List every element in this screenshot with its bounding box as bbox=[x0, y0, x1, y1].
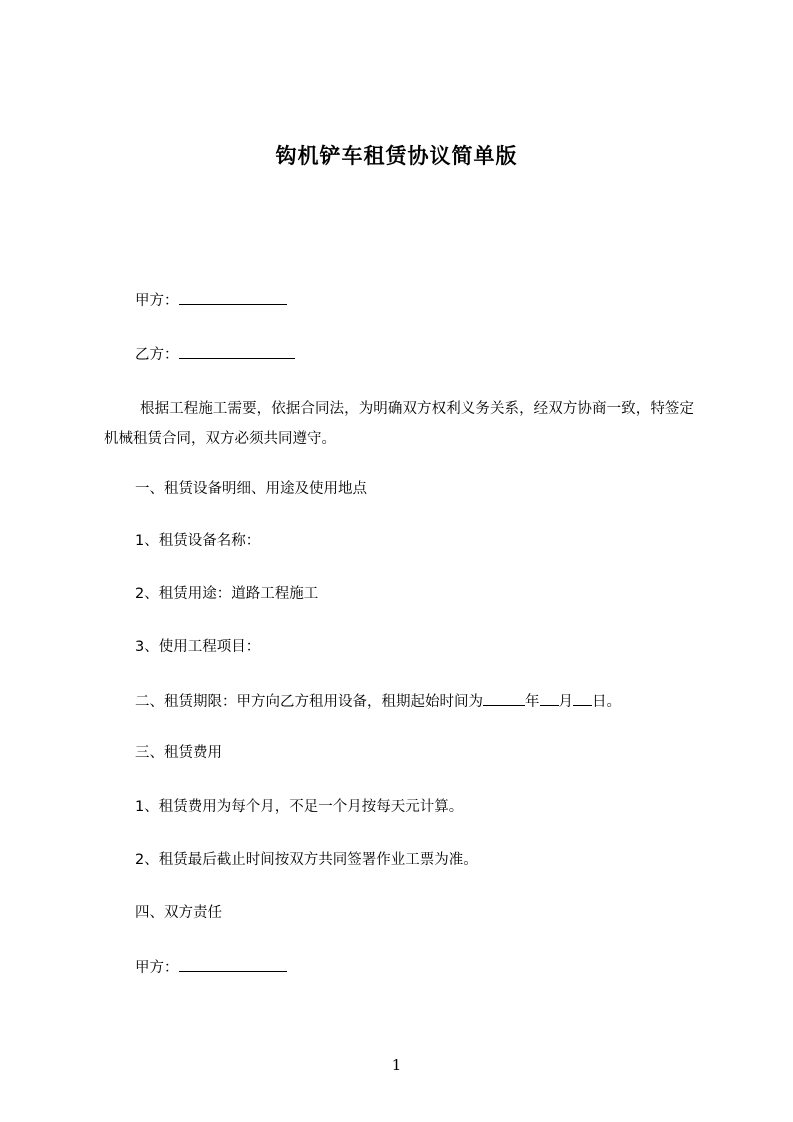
section-2-text: 二、租赁期限：甲方向乙方租用设备，租期起始时间为 bbox=[135, 694, 483, 710]
month-blank bbox=[540, 690, 559, 706]
section-3-heading: 三、租赁费用 bbox=[135, 745, 222, 761]
item-1-1: 1、租赁设备名称： bbox=[135, 533, 261, 549]
party-a-label-2: 甲方： bbox=[135, 960, 179, 976]
section-2-line bbox=[135, 690, 621, 713]
day-blank bbox=[573, 690, 592, 706]
year-blank bbox=[483, 690, 525, 706]
page-number: 1 bbox=[391, 1056, 402, 1074]
intro-paragraph: 根据工程施工需要，依据合同法，为明确双方权利义务关系，经双方协商一致，特签定机械租赁合同，双方必须共同遵守。 bbox=[104, 401, 694, 447]
section-1-heading: 一、租赁设备明细、用途及使用地点 bbox=[135, 481, 367, 497]
item-3-1: 1、租赁费用为每个月，不足一个月按每天元计算。 bbox=[135, 799, 464, 815]
party-a-blank bbox=[179, 289, 287, 305]
day-label: 日。 bbox=[592, 694, 621, 710]
party-b-blank bbox=[179, 343, 295, 359]
party-a-line bbox=[135, 289, 287, 312]
party-b-line bbox=[135, 343, 295, 366]
month-label: 月 bbox=[558, 694, 573, 710]
item-1-3: 3、使用工程项目： bbox=[135, 639, 261, 655]
item-3-2: 2、租赁最后截止时间按双方共同签署作业工票为准。 bbox=[135, 852, 478, 868]
document-title: 钩机铲车租赁协议简单版 bbox=[275, 144, 518, 168]
party-a-label: 甲方： bbox=[135, 293, 179, 309]
party-a-line-2 bbox=[135, 956, 287, 979]
year-label: 年 bbox=[525, 694, 540, 710]
section-4-heading: 四、双方责任 bbox=[135, 905, 222, 921]
party-b-label: 乙方： bbox=[135, 347, 179, 363]
party-a-blank-2 bbox=[179, 956, 287, 972]
item-1-2: 2、租赁用途：道路工程施工 bbox=[135, 586, 319, 602]
